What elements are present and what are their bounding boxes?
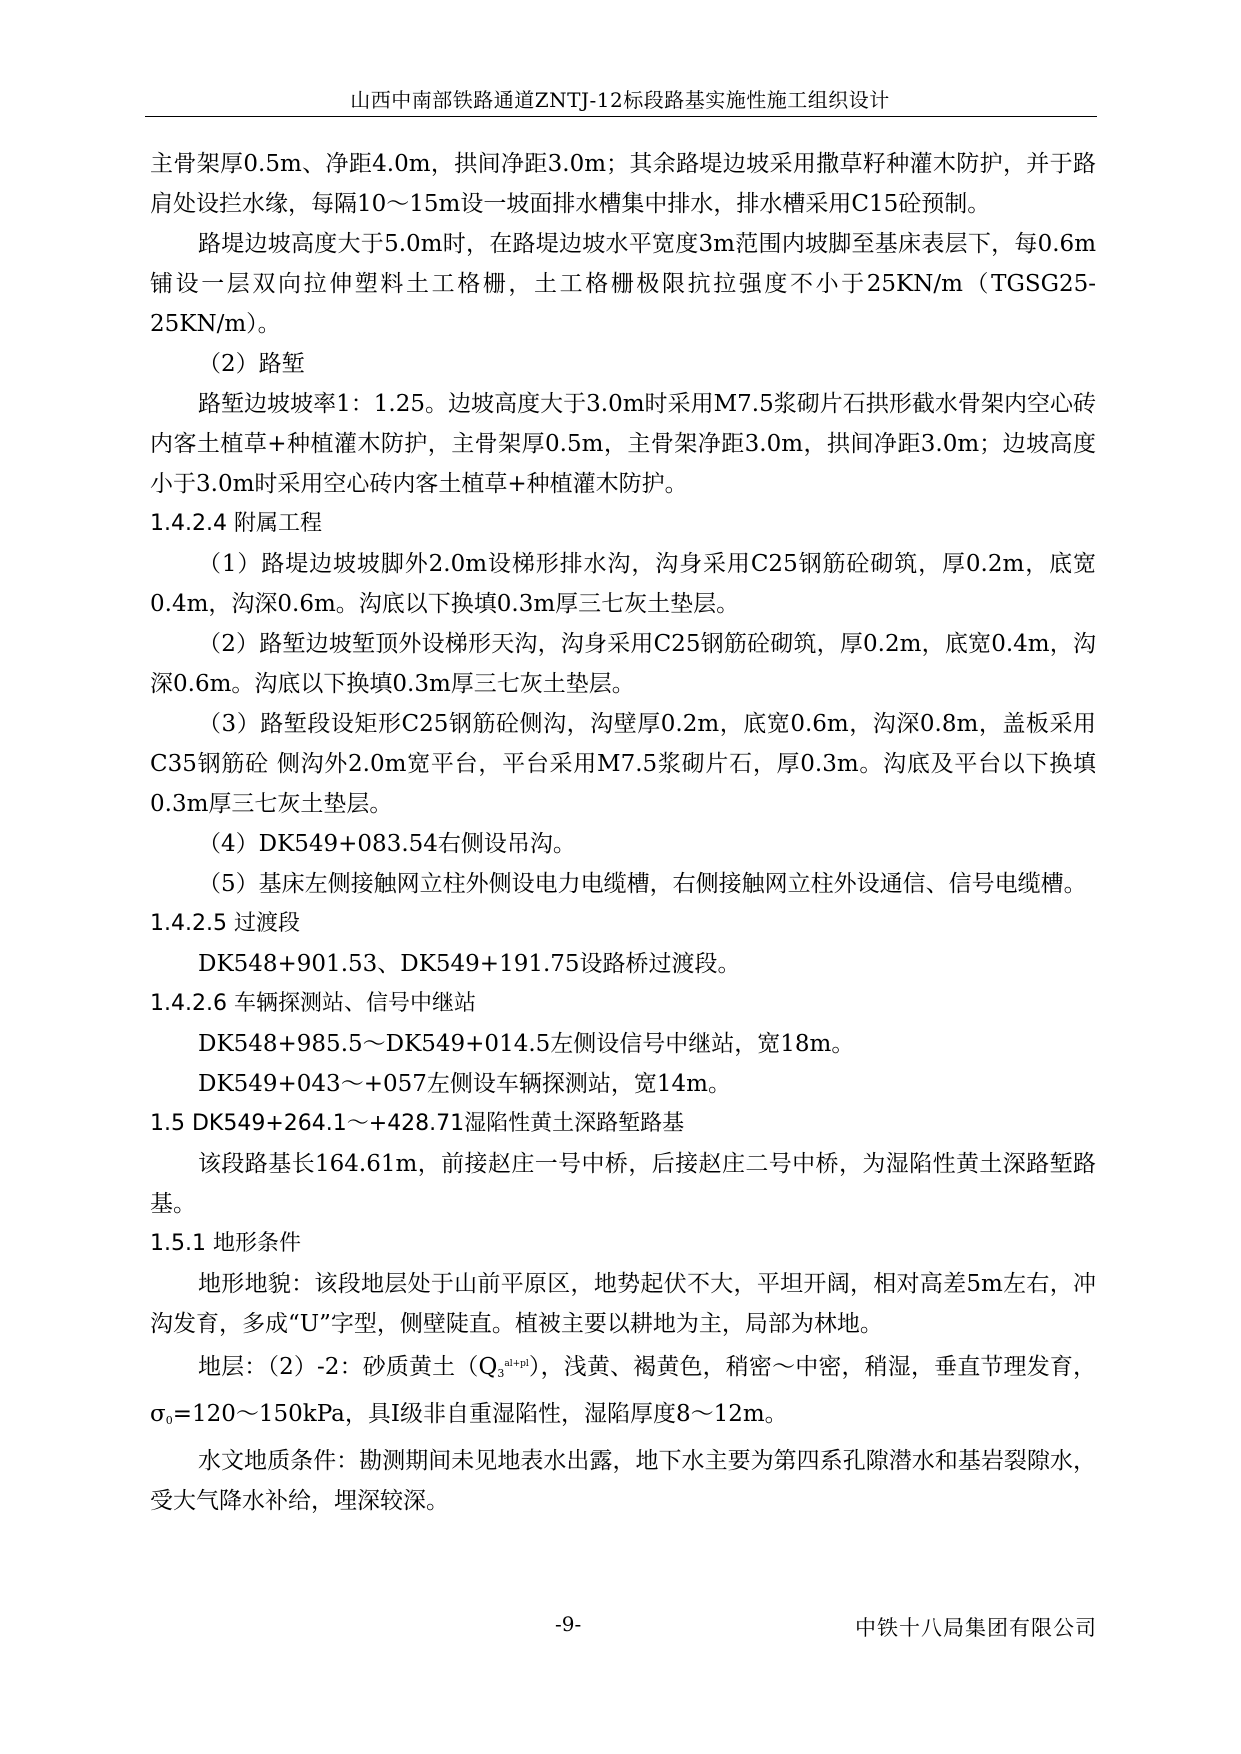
paragraph: 路堑边坡坡率1：1.25。边坡高度大于3.0m时采用M7.5浆砌片石拱形截水骨架内空心砖内客土植草+种植灌木防护，主骨架厚0.5m，主骨架净距3.0m，拱间净距3.0m；边坡高度小于3.0m时采用空心砖内客土植草+种植灌木防护。 — [150, 391, 1096, 497]
section-heading: 1.4.2.5 过渡段 — [150, 911, 300, 936]
strata-subscript: 3 — [497, 1367, 505, 1380]
header-divider — [145, 116, 1097, 117]
section-heading: 1.4.2.4 附属工程 — [150, 511, 322, 536]
strata-text-a: 地层：（2）-2：砂质黄土（Q — [198, 1354, 498, 1380]
section-heading: 1.5 DK549+264.1～+428.71湿陷性黄土深路堑路基 — [150, 1111, 685, 1136]
document-body — [150, 144, 1096, 1521]
page-number: -9- — [555, 1612, 582, 1636]
paragraph: （1）路堤边坡坡脚外2.0m设梯形排水沟，沟身采用C25钢筋砼砌筑，厚0.2m，底宽0.4m，沟深0.6m。沟底以下换填0.3m厚三七灰土垫层。 — [150, 551, 1096, 617]
sigma-subscript: 0 — [165, 1414, 173, 1427]
paragraph: 该段路基长164.61m，前接赵庄一号中桥，后接赵庄二号中桥，为湿陷性黄土深路堑路基。 — [150, 1151, 1096, 1217]
strata-text-c: =120～150kPa，具Ⅰ级非自重湿陷性，湿陷厚度8～12m。 — [172, 1401, 788, 1427]
page-header-title: 山西中南部铁路通道ZNTJ-12标段路基实施性施工组织设计 — [350, 88, 890, 112]
section-heading: 1.5.1 地形条件 — [150, 1231, 301, 1256]
paragraph: DK548+985.5～DK549+014.5左侧设信号中继站，宽18m。 — [198, 1031, 855, 1057]
paragraph: 主骨架厚0.5m、净距4.0m，拱间净距3.0m；其余路堤边坡采用撒草籽种灌木防护，并于路肩处设拦水缘，每隔10～15m设一坡面排水槽集中排水，排水槽采用C15砼预制。 — [150, 151, 1096, 217]
paragraph-strata — [150, 1344, 1096, 1441]
strata-text-b: ），浅黄、褐黄色，稍密～中密，稍湿，垂直节理发育，σ — [150, 1354, 1097, 1427]
subsection-label: （2）路堑 — [198, 351, 305, 377]
section-heading: 1.4.2.6 车辆探测站、信号中继站 — [150, 991, 476, 1016]
footer-company: 中铁十八局集团有限公司 — [855, 1616, 1097, 1640]
paragraph: 水文地质条件：勘测期间未见地表水出露，地下水主要为第四系孔隙潜水和基岩裂隙水，受大气降水补给，埋深较深。 — [150, 1448, 1096, 1514]
paragraph: 地形地貌：该段地层处于山前平原区，地势起伏不大，平坦开阔，相对高差5m左右，冲沟发育，多成“U”字型，侧壁陡直。植被主要以耕地为主，局部为林地。 — [150, 1271, 1096, 1337]
paragraph: （4）DK549+083.54右侧设吊沟。 — [198, 831, 576, 857]
strata-superscript: al+pl — [504, 1359, 529, 1369]
paragraph: （3）路堑段设矩形C25钢筋砼侧沟，沟壁厚0.2m，底宽0.6m，沟深0.8m，盖板采用C35钢筋砼 侧沟外2.0m宽平台，平台采用M7.5浆砌片石，厚0.3m。沟底及平台以下换填0.3m厚三七灰土垫层。 — [150, 711, 1096, 817]
paragraph: DK548+901.53、DK549+191.75设路桥过渡段。 — [198, 951, 741, 977]
paragraph: DK549+043～+057左侧设车辆探测站，宽14m。 — [198, 1071, 731, 1097]
paragraph: 路堤边坡高度大于5.0m时，在路堤边坡水平宽度3m范围内坡脚至基床表层下，每0.6m铺设一层双向拉伸塑料土工格栅，土工格栅极限抗拉强度不小于25KN/m（TGSG25-25KN/m）。 — [150, 231, 1096, 337]
paragraph: （2）路堑边坡堑顶外设梯形天沟，沟身采用C25钢筋砼砌筑，厚0.2m，底宽0.4m，沟深0.6m。沟底以下换填0.3m厚三七灰土垫层。 — [150, 631, 1096, 697]
paragraph: （5）基床左侧接触网立柱外侧设电力电缆槽，右侧接触网立柱外设通信、信号电缆槽。 — [198, 871, 1087, 897]
